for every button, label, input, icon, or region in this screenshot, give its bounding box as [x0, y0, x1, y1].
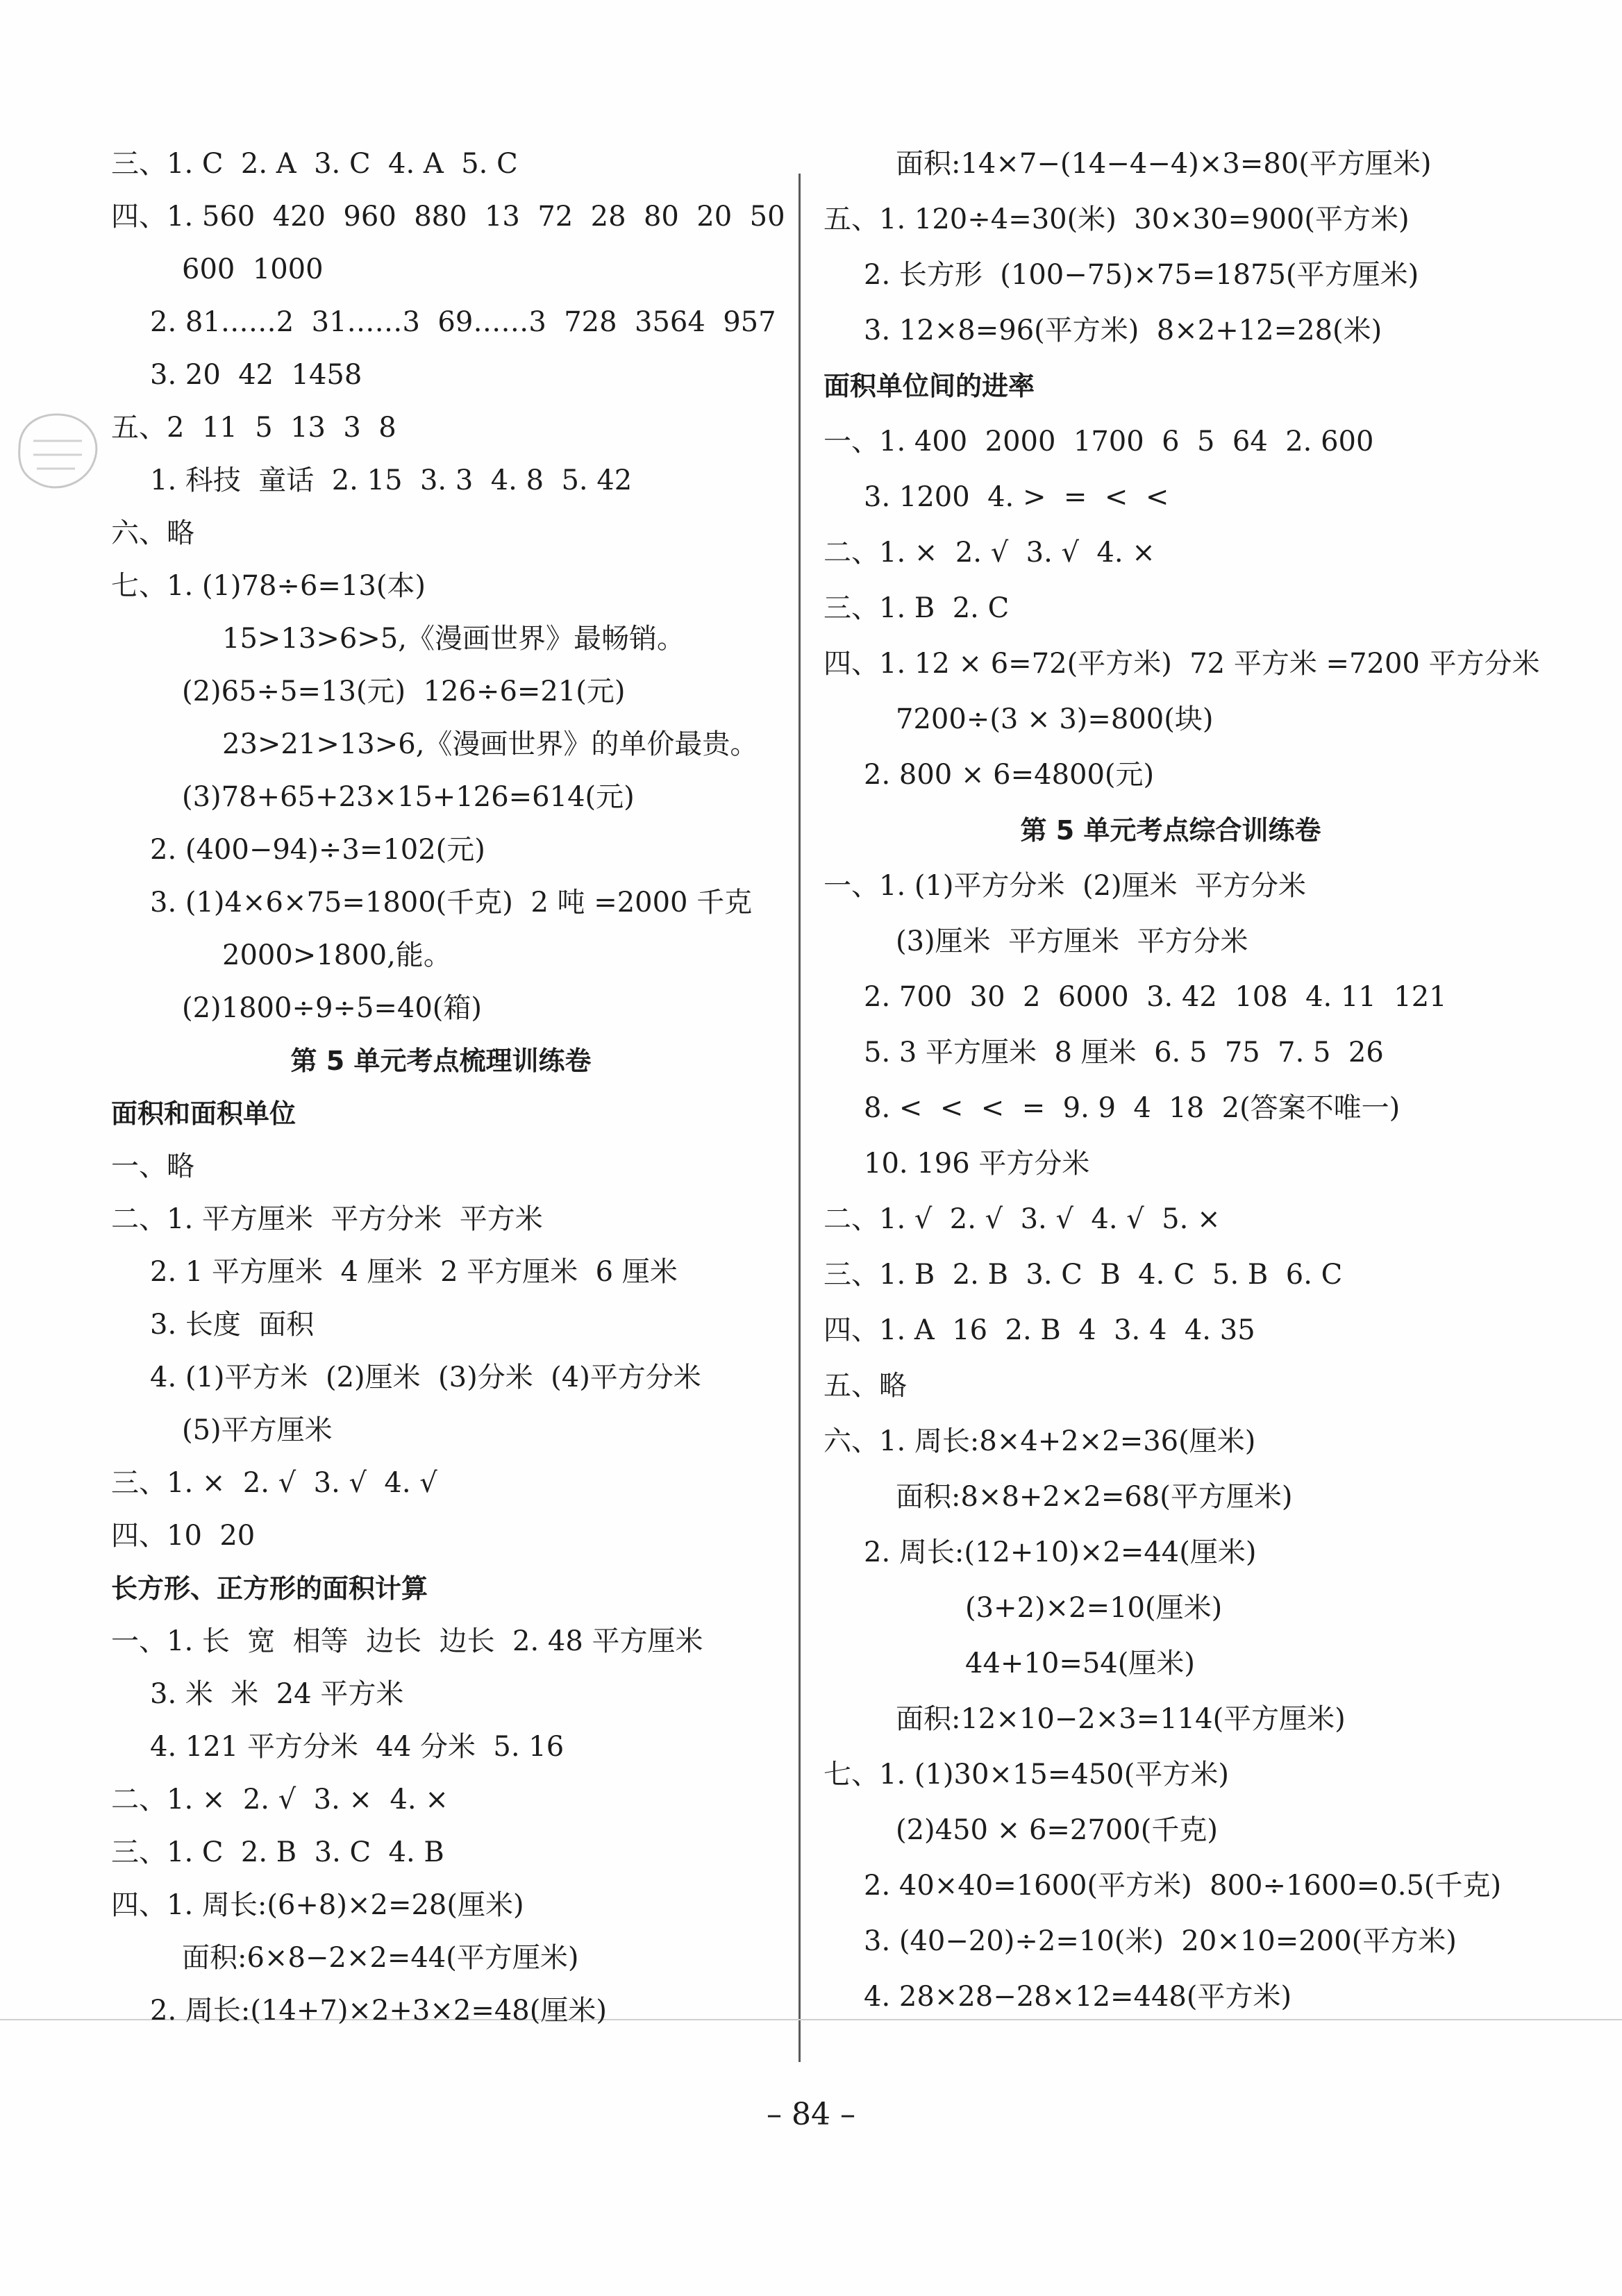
unit-title: 第 5 单元考点综合训练卷	[1020, 815, 1321, 846]
answer-line: 一、1. (1)平方分米 (2)厘米 平方分米	[823, 870, 1307, 902]
answer-line: 7200÷(3 × 3)=800(块)	[896, 703, 1214, 735]
answer-line: 2. 700 30 2 6000 3. 42 108 4. 11 121	[864, 981, 1447, 1013]
column-divider	[799, 174, 801, 2062]
answer-line: 2. 1 平方厘米 4 厘米 2 平方厘米 6 厘米	[150, 1256, 678, 1288]
answer-line: 4. 28×28−28×12=448(平方米)	[864, 1981, 1292, 2013]
answer-line: 五、1. 120÷4=30(米) 30×30=900(平方米)	[823, 203, 1410, 235]
answer-line: (2)65÷5=13(元) 126÷6=21(元)	[182, 676, 626, 707]
answer-line: 15>13>6>5,《漫画世界》最畅销。	[222, 623, 685, 655]
section-heading: 面积和面积单位	[111, 1098, 296, 1129]
section-heading: 面积单位间的进率	[823, 371, 1035, 401]
answer-line: 面积:8×8+2×2=68(平方厘米)	[896, 1481, 1293, 1513]
answer-line: 四、1. 12 × 6=72(平方米) 72 平方米 =7200 平方分米	[823, 648, 1540, 680]
answer-line: 8. < < < = 9. 9 4 18 2(答案不唯一)	[864, 1092, 1401, 1124]
answer-line: (2)1800÷9÷5=40(箱)	[182, 992, 483, 1024]
answer-line: 二、1. × 2. √ 3. √ 4. ×	[823, 537, 1155, 569]
answer-line: 二、1. 平方厘米 平方分米 平方米	[111, 1203, 543, 1235]
answer-line: 4. (1)平方米 (2)厘米 (3)分米 (4)平方分米	[150, 1361, 701, 1393]
answer-line: 三、1. C 2. A 3. C 4. A 5. C	[111, 148, 518, 180]
answer-line: 三、1. B 2. B 3. C B 4. C 5. B 6. C	[823, 1259, 1343, 1291]
answer-line: 2000>1800,能。	[222, 939, 451, 971]
answer-line: 六、1. 周长:8×4+2×2=36(厘米)	[823, 1425, 1256, 1457]
answer-line: 一、1. 长 宽 相等 边长 边长 2. 48 平方厘米	[111, 1625, 703, 1657]
answer-line: 3. (1)4×6×75=1800(千克) 2 吨 =2000 千克	[150, 887, 753, 919]
answer-line: (2)450 × 6=2700(千克)	[896, 1814, 1218, 1846]
answer-line: 三、1. C 2. B 3. C 4. B	[111, 1836, 444, 1868]
answer-line: 四、1. 560 420 960 880 13 72 28 80 20 50	[111, 201, 785, 233]
answer-line: 3. 长度 面积	[150, 1309, 315, 1341]
answer-line: 3. 1200 4. > = < <	[864, 481, 1169, 513]
section-heading: 长方形、正方形的面积计算	[111, 1573, 428, 1604]
answer-line: 44+10=54(厘米)	[965, 1648, 1195, 1679]
answer-line: 3. 米 米 24 平方米	[150, 1678, 404, 1710]
answer-line: 一、略	[111, 1150, 194, 1182]
answer-line: (3+2)×2=10(厘米)	[965, 1592, 1223, 1624]
answer-line: 2. 长方形 (100−75)×75=1875(平方厘米)	[864, 259, 1419, 291]
answer-line: (5)平方厘米	[182, 1414, 333, 1446]
answer-line: 六、略	[111, 517, 194, 549]
answer-line: 1. 科技 童话 2. 15 3. 3 4. 8 5. 42	[150, 464, 633, 496]
answer-line: 面积:14×7−(14−4−4)×3=80(平方厘米)	[896, 148, 1432, 180]
page-number: – 84 –	[767, 2097, 855, 2132]
answer-line: 3. 20 42 1458	[150, 359, 362, 391]
answer-line: 三、1. × 2. √ 3. √ 4. √	[111, 1467, 437, 1499]
answer-line: 五、2 11 5 13 3 8	[111, 412, 396, 444]
answer-line: 面积:12×10−2×3=114(平方厘米)	[896, 1703, 1346, 1735]
answer-line: 2. 81……2 31……3 69……3 728 3564 957	[150, 306, 776, 338]
answer-line: 二、1. √ 2. √ 3. √ 4. √ 5. ×	[823, 1203, 1221, 1235]
answer-line: 2. (400−94)÷3=102(元)	[150, 834, 485, 866]
answer-line: 10. 196 平方分米	[864, 1148, 1090, 1180]
answer-line: 4. 121 平方分米 44 分米 5. 16	[150, 1731, 565, 1763]
seal-stamp-icon	[6, 399, 110, 503]
answer-line: 四、1. 周长:(6+8)×2=28(厘米)	[111, 1889, 524, 1921]
answer-line: 2. 40×40=1600(平方米) 800÷1600=0.5(千克)	[864, 1870, 1502, 1902]
answer-line: 5. 3 平方厘米 8 厘米 6. 5 75 7. 5 26	[864, 1037, 1384, 1069]
answer-line: 3. 12×8=96(平方米) 8×2+12=28(米)	[864, 315, 1382, 346]
answer-line: 3. (40−20)÷2=10(米) 20×10=200(平方米)	[864, 1925, 1457, 1957]
answer-line: 七、1. (1)30×15=450(平方米)	[823, 1759, 1229, 1791]
answer-line: 二、1. × 2. √ 3. × 4. ×	[111, 1784, 449, 1816]
answer-line: (3)厘米 平方厘米 平方分米	[896, 925, 1248, 957]
answer-line: 23>21>13>6,《漫画世界》的单价最贵。	[222, 728, 758, 760]
answer-line: 五、略	[823, 1370, 907, 1402]
answer-line: 四、10 20	[111, 1520, 256, 1552]
answer-line: 四、1. A 16 2. B 4 3. 4 4. 35	[823, 1314, 1255, 1346]
answer-line: 七、1. (1)78÷6=13(本)	[111, 570, 426, 602]
answer-line: 2. 周长:(12+10)×2=44(厘米)	[864, 1536, 1257, 1568]
answer-line: 2. 800 × 6=4800(元)	[864, 759, 1155, 791]
answer-line: 面积:6×8−2×2=44(平方厘米)	[182, 1942, 579, 1974]
answer-line: 2. 周长:(14+7)×2+3×2=48(厘米)	[150, 1995, 607, 2027]
answer-line: 三、1. B 2. C	[823, 592, 1010, 624]
answer-line: 一、1. 400 2000 1700 6 5 64 2. 600	[823, 426, 1374, 458]
unit-title: 第 5 单元考点梳理训练卷	[290, 1046, 592, 1076]
answer-line: (3)78+65+23×15+126=614(元)	[182, 781, 635, 813]
answer-line: 600 1000	[182, 253, 324, 285]
